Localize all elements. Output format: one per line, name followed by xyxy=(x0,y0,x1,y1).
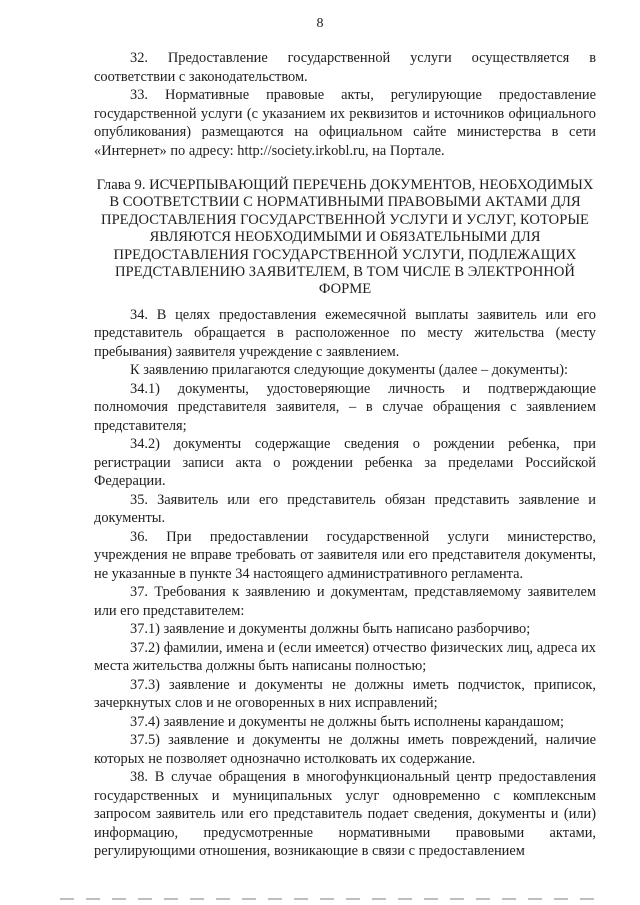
paragraph-37-4: 37.4) заявление и документы не должны быть исполнены карандашом; xyxy=(130,713,565,730)
paragraph-36: 36. При предоставлении государственной услуги министерство, учреждения не вправе требовать от заявителя или его представителя документы, не указанные в пункте 34 настоящего административного регламента. xyxy=(94,528,596,582)
paragraph-33: 33. Нормативные правовые акты, регулирующие предоставление государственной услуги (с указанием их реквизитов и источников официального опубликования) размещаются на официальном сайте министерства в сети «Интернет» по адресу: http://society.irkobl.ru, на Портале. xyxy=(94,87,596,159)
scan-artifact-line xyxy=(60,898,600,900)
paragraph-37-1: 37.1) заявление и документы должны быть написано разборчиво; xyxy=(130,621,531,638)
paragraph-34-intro: К заявлению прилагаются следующие документы (далее – документы): xyxy=(130,362,568,379)
chapter-9-heading: Глава 9. ИСЧЕРПЫВАЮЩИЙ ПЕРЕЧЕНЬ ДОКУМЕНТОВ, НЕОБХОДИМЫХ В СООТВЕТСТВИИ С НОРМАТИВНЫМИ ПРАВОВЫМИ АКТАМИ ДЛЯ ПРЕДОСТАВЛЕНИЯ ГОСУДАРСТВЕННОЙ УСЛУГИ И УСЛУГ, КОТОРЫЕ ЯВЛЯЮТСЯ НЕОБХОДИМЫМИ И ОБЯЗАТЕЛЬНЫМИ ДЛЯ ПРЕДОСТАВЛЕНИЯ ГОСУДАРСТВЕННОЙ УСЛУГИ, ПОДЛЕЖАЩИХ ПРЕДСТАВЛЕНИЮ ЗАЯВИТЕЛЕМ, В ТОМ ЧИСЛЕ В ЭЛЕКТРОННОЙ ФОРМЕ xyxy=(96,177,594,298)
paragraph-34-1: 34.1) документы, удостоверяющие личность и подтверждающие полномочия представителя заявителя, – в случае обращения с заявлением представителя; xyxy=(94,380,596,434)
paragraph-35: 35. Заявитель или его представитель обязан представить заявление и документы. xyxy=(94,491,596,527)
paragraph-32: 32. Предоставление государственной услуги осуществляется в соответствии с законодательством. xyxy=(94,50,596,85)
paragraph-38: 38. В случае обращения в многофункциональный центр предоставления государственных и муниципальных услуг одновременно с комплексным запросом заявитель или его представитель подает сведения, документы и (или) информацию, предусмотренные нормативными правовыми актами, регулирующими отношения, возникающие в связи с предоставлением xyxy=(94,769,596,860)
paragraph-37: 37. Требования к заявлению и документам, представляемому заявителем или его представителем: xyxy=(94,584,596,619)
paragraph-37-2: 37.2) фамилии, имена и (если имеется) отчество физических лиц, адреса их места жительства должны быть написаны полностью; xyxy=(94,639,596,675)
page-body xyxy=(94,49,596,861)
paragraph-34-2: 34.2) документы содержащие сведения о рождении ребенка, при регистрации записи акта о рождении ребенка за пределами Российской Федерации. xyxy=(94,436,596,490)
page-number: 8 xyxy=(316,16,324,31)
paragraph-34: 34. В целях предоставления ежемесячной выплаты заявитель или его представитель обращается в расположенное по месту жительства (месту пребывания) заявителя учреждение с заявлением. xyxy=(94,306,596,360)
paragraph-37-3: 37.3) заявление и документы не должны иметь подчисток, приписок, зачеркнутых слов и не оговоренных в них исправлений; xyxy=(94,676,596,712)
paragraph-37-5: 37.5) заявление и документы не должны иметь повреждений, наличие которых не позволяет однозначно истолковать их содержание. xyxy=(94,732,596,767)
